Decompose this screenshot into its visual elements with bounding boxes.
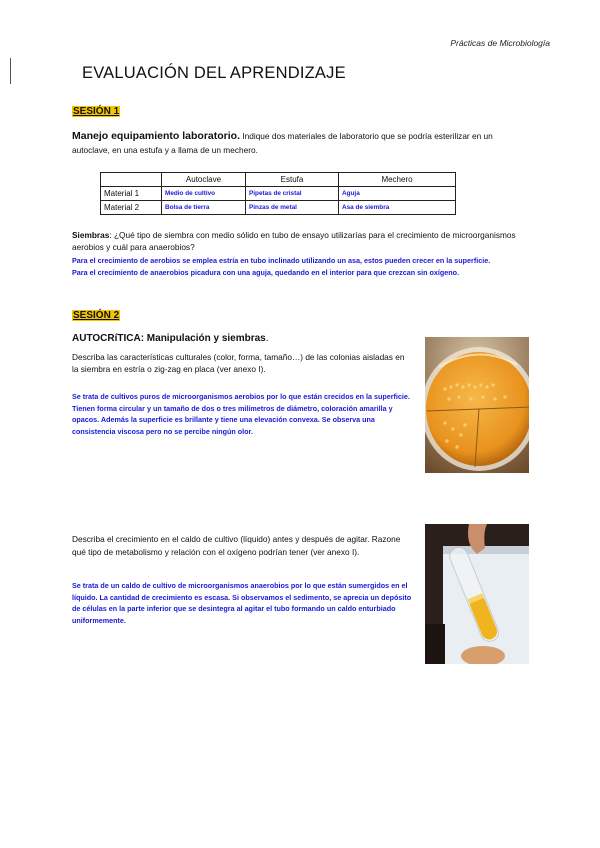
- table-header-cell: [101, 173, 162, 187]
- session-2-label: SESIÓN 2: [73, 310, 120, 321]
- table-cell: Bolsa de tierra: [162, 201, 246, 215]
- question-equipment-text: Indique dos materiales de laboratorio que se podría esterilizar en un autoclave, en una estufa y a llama de un mechero.: [72, 131, 493, 155]
- table-header-cell: Mechero: [339, 173, 456, 187]
- self-critique-title: AUTOCRíTICA: Manipulación y siembras: [72, 333, 266, 344]
- table-row-label: Material 2: [101, 201, 162, 215]
- table-cell: Medio de cultivo: [162, 187, 246, 201]
- table-row: [101, 187, 456, 201]
- petri-dish-photo: [425, 337, 529, 473]
- table-row-label: Material 1: [101, 187, 162, 201]
- equipment-table: [100, 172, 456, 215]
- test-tube-illustration: [425, 524, 529, 664]
- table-row: [101, 201, 456, 215]
- session-1-label: SESIÓN 1: [73, 106, 120, 117]
- question-sowing: [72, 229, 542, 253]
- table-header-cell: Autoclave: [162, 173, 246, 187]
- question-broth: Describa el crecimiento en el caldo de cultivo (líquido) antes y después de agitar. Razone qué tipo de metabolismo y relación con el oxígeno podrían tener (ver anexo I).: [72, 534, 401, 557]
- answer-broth: Se trata de un caldo de cultivo de microorganismos anaerobios por lo que están sumergidos en el líquido. La cantidad de crecimiento es escasa. Si observamos el sedimento, se aprecia un depósito de células en la parte inferior que se desintegra al agitar el tubo formando un caldo enturbiado uniformemente.: [72, 581, 412, 625]
- page-title: EVALUACIÓN DEL APRENDIZAJE: [82, 64, 346, 82]
- table-cell: Aguja: [339, 187, 456, 201]
- question-sowing-title: Siembras: [72, 230, 110, 240]
- answer-sowing: [72, 255, 552, 278]
- header-note: Prácticas de Microbiología: [450, 38, 550, 48]
- table-cell: Pinzas de metal: [246, 201, 339, 215]
- session-1-heading: [72, 101, 120, 119]
- answer-sowing-line-1: Para el crecimiento de aerobios se emplea estría en tubo inclinado utilizando un asa, estos pueden crecer en la superficie.: [72, 256, 491, 265]
- question-equipment: [72, 129, 502, 157]
- question-equipment-title: Manejo equipamiento laboratorio.: [72, 130, 241, 142]
- answer-sowing-line-2: Para el crecimiento de anaerobios picadura con una aguja, quedando en el interior para que crezcan sin oxígeno.: [72, 267, 460, 277]
- self-critique-heading: [72, 333, 269, 344]
- answer-colonies: Se trata de cultivos puros de microorganismos aerobios por lo que están crecidos en la superficie. Tienen forma circular y un tamaño de dos o tres milímetros de diámetro, coloración amarilla y opacos. Además la superficie es brillante y tiene una elevación convexa. Se observa una consistencia viscosa pero no se percibe ningún olor.: [72, 392, 410, 436]
- session-2-heading: [72, 305, 120, 323]
- petri-dish-illustration: [425, 337, 529, 473]
- margin-rule: [10, 58, 11, 84]
- self-critique-period: .: [265, 333, 269, 344]
- test-tube-photo: [425, 524, 529, 664]
- table-cell: Asa de siembra: [339, 201, 456, 215]
- question-sowing-text: : ¿Qué tipo de siembra con medio sólido en tubo de ensayo utilizarías para el crecimiento de microorganismos aerobios y cuál para anaerobios?: [72, 230, 516, 252]
- table-cell: Pipetas de cristal: [246, 187, 339, 201]
- question-colonies: Describa las características culturales (color, forma, tamaño…) de las colonias aisladas en la siembra en estría o zig-zag en placa (ver anexo I).: [72, 352, 405, 374]
- table-header-row: [101, 173, 456, 187]
- table-header-cell: Estufa: [246, 173, 339, 187]
